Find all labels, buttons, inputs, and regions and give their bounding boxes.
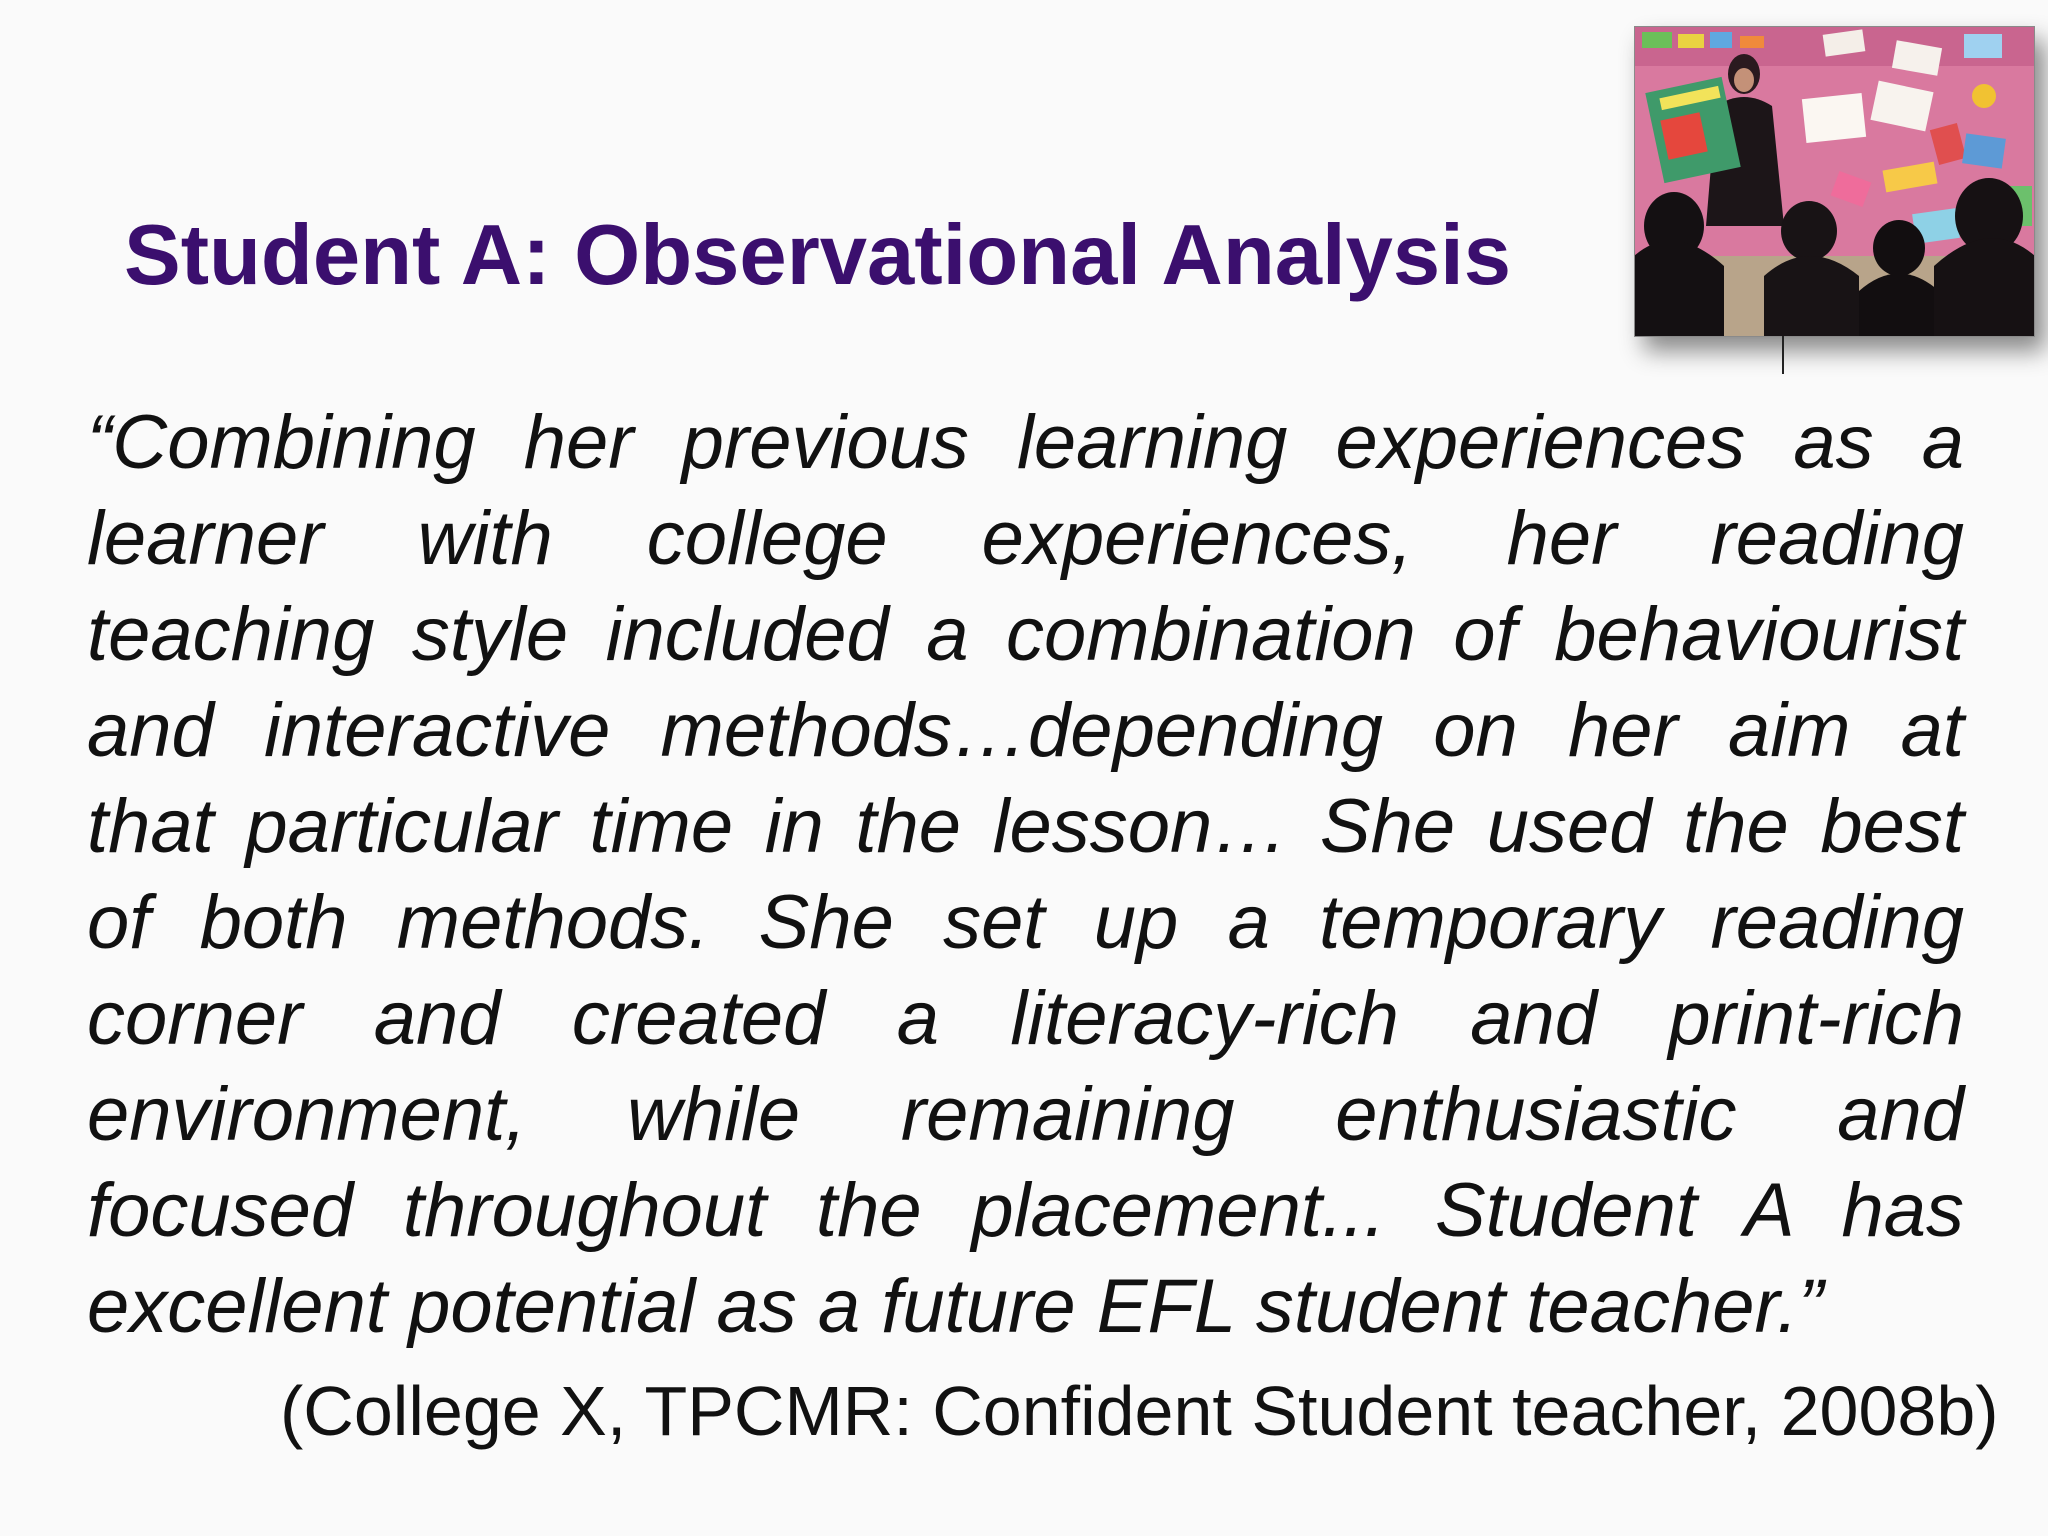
- quote-line: and interactive methods…depending on her aim at: [87, 688, 1964, 773]
- quote-line: focused throughout the placement... Student A has: [87, 1168, 1964, 1253]
- quote-line: excellent potential as a future EFL student teacher.”: [87, 1264, 1824, 1349]
- citation: (College X, TPCMR: Confident Student teacher, 2008b): [280, 1372, 1999, 1450]
- quote-line: learner with college experiences, her reading: [87, 496, 1964, 581]
- quote-line: environment, while remaining enthusiastic and: [87, 1072, 1964, 1157]
- quote-line: teaching style included a combination of behaviourist: [87, 592, 1964, 677]
- quote-line: of both methods. She set up a temporary reading: [87, 880, 1964, 965]
- text-cursor-mark: [1782, 336, 1784, 374]
- quote-text: [87, 395, 1964, 1355]
- classroom-photo: [1634, 26, 2035, 337]
- quote-line: that particular time in the lesson… She used the best: [87, 784, 1964, 869]
- slide-title: Student A: Observational Analysis: [124, 208, 1512, 303]
- quote-line: corner and created a literacy-rich and print-rich: [87, 976, 1964, 1061]
- quote-line: “Combining her previous learning experiences as a: [87, 400, 1964, 485]
